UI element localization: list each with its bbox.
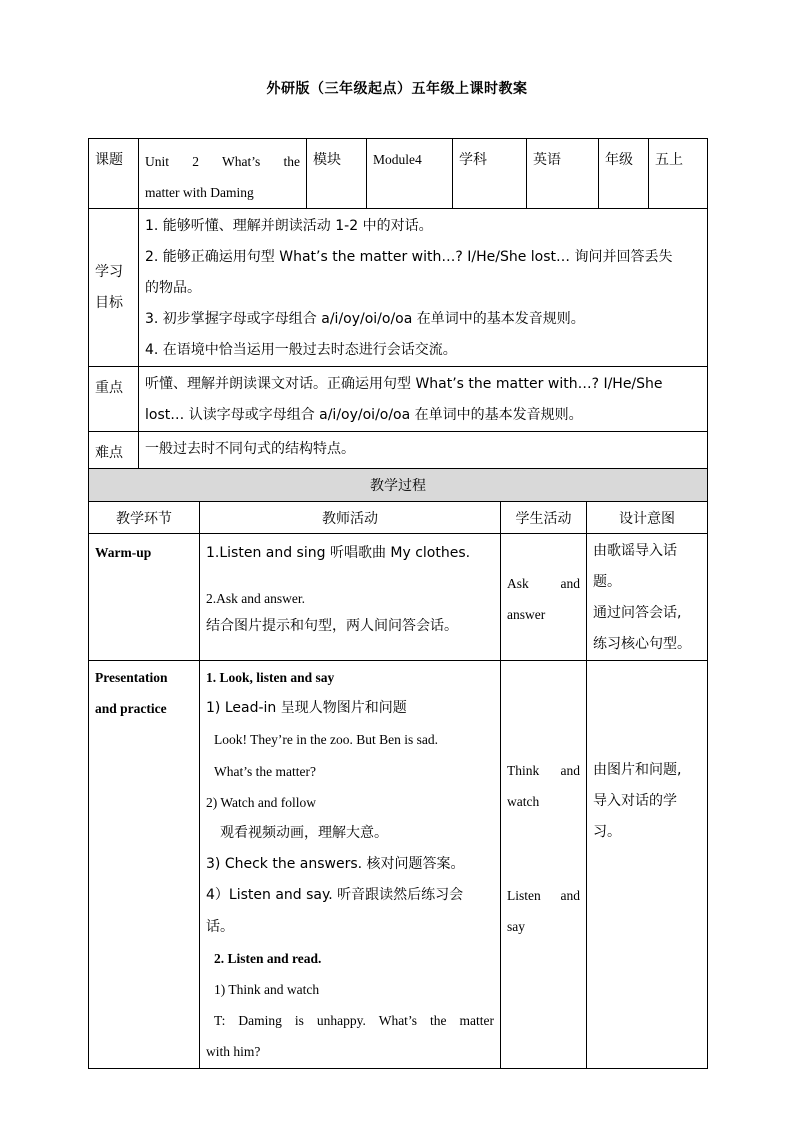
warmup-purpose-line: 题。 <box>593 574 621 590</box>
objectives-content <box>139 209 708 367</box>
key-points-label: 重点 <box>89 367 139 432</box>
teacher-step: 1. Look, listen and say <box>206 670 335 685</box>
purpose-line: 由图片和问题, <box>593 762 682 778</box>
warmup-purpose-line: 由歌谣导入话 <box>593 543 677 559</box>
key-points-line1: 听懂、理解并朗读课文对话。正确运用句型 What’s the matter with…? I/He/She <box>145 376 663 392</box>
topic-label: 课题 <box>89 139 139 209</box>
presentation-student <box>501 661 587 1069</box>
presentation-teacher <box>200 661 501 1069</box>
teacher-step: 2. Listen and read. <box>214 950 322 966</box>
presentation-stage <box>89 661 200 1069</box>
teacher-step: 1) Lead-in 呈现人物图片和问题 <box>206 700 407 717</box>
teacher-step: with him? <box>206 1044 261 1060</box>
warmup-teacher-line: 2.Ask and answer. <box>206 591 305 606</box>
key-points-line2: lost… 认读字母或字母组合 a/i/oy/oi/o/oa 在单词中的基本发音规则。 <box>145 407 583 423</box>
teacher-step: 2) Watch and follow <box>206 794 317 810</box>
key-points-content <box>139 367 708 432</box>
teacher-step: 话。 <box>206 918 234 935</box>
objectives-label-l1: 学习 <box>95 263 123 280</box>
col-header-purpose: 设计意图 <box>587 502 708 534</box>
warmup-student-line: answer <box>507 607 546 622</box>
grade-value: 五上 <box>649 139 708 209</box>
presentation-row <box>89 661 708 1069</box>
purpose-line: 习。 <box>593 824 621 840</box>
teacher-step: 观看视频动画，理解大意。 <box>220 825 388 842</box>
warmup-teacher-line: 结合图片提示和句型，两人间问答会话。 <box>206 618 458 634</box>
student-activity-line: Think and <box>507 763 580 778</box>
warmup-purpose <box>587 534 708 661</box>
objective-item: 2. 能够正确运用句型 What’s the matter with…? I/He/She lost… 询问并回答丢失 <box>145 249 673 265</box>
teacher-step: 3) Check the answers. 核对问题答案。 <box>206 856 465 873</box>
student-activity-line: Listen and <box>507 888 580 903</box>
col-header-stage: 教学环节 <box>89 502 200 534</box>
purpose-line: 导入对话的学 <box>593 793 677 809</box>
warmup-student-line: Ask and <box>507 576 580 591</box>
student-activity-line: watch <box>507 794 540 809</box>
topic-value <box>139 139 307 209</box>
warmup-teacher <box>200 534 501 661</box>
topic-value-line2: matter with Daming <box>145 185 254 200</box>
document-title: 外研版（三年级起点）五年级上课时教案 <box>266 81 528 97</box>
teaching-process-table <box>88 468 708 1069</box>
teacher-step: 1) Think and watch <box>214 982 320 998</box>
presentation-purpose <box>587 661 708 1069</box>
objective-item: 1. 能够听懂、理解并朗读活动 1-2 中的对话。 <box>145 218 433 234</box>
objective-item: 3. 初步掌握字母或字母组合 a/i/oy/oi/o/oa 在单词中的基本发音规则。 <box>145 311 585 327</box>
presentation-stage-l1: Presentation <box>95 670 168 685</box>
lesson-info-table <box>88 138 708 479</box>
process-columns-row <box>89 502 708 534</box>
teacher-step: Look! They’re in the zoo. But Ben is sad. <box>214 732 438 748</box>
presentation-stage-l2: and practice <box>95 701 167 716</box>
process-header: 教学过程 <box>89 469 708 502</box>
student-activity-line: say <box>507 919 525 934</box>
grade-label: 年级 <box>599 139 649 209</box>
warmup-purpose-line: 练习核心句型。 <box>593 636 691 652</box>
teacher-step: T: Daming is unhappy. What’s the matter <box>214 1013 494 1029</box>
subject-value: 英语 <box>527 139 599 209</box>
warmup-teacher-line: 1.Listen and sing 听唱歌曲 My clothes. <box>206 545 471 561</box>
objectives-label <box>89 209 139 367</box>
teacher-step: 4）Listen and say. 听音跟读然后练习会 <box>206 887 464 904</box>
module-value: Module4 <box>367 139 453 209</box>
warmup-student <box>501 534 587 661</box>
process-header-row <box>89 469 708 502</box>
module-label: 模块 <box>307 139 367 209</box>
teacher-step: What’s the matter? <box>214 763 316 779</box>
topic-value-line1: Unit 2 What’s the <box>145 154 300 169</box>
warmup-stage: Warm-up <box>89 534 200 661</box>
objectives-row <box>89 209 708 367</box>
subject-label: 学科 <box>453 139 527 209</box>
col-header-student: 学生活动 <box>501 502 587 534</box>
warmup-row <box>89 534 708 661</box>
objective-item: 4. 在语境中恰当运用一般过去时态进行会话交流。 <box>145 342 457 358</box>
warmup-purpose-line: 通过问答会话, <box>593 605 682 621</box>
objectives-label-l2: 目标 <box>95 294 123 311</box>
difficulty-label: 难点 <box>89 432 139 479</box>
objective-item: 的物品。 <box>145 280 201 296</box>
key-points-row <box>89 367 708 432</box>
difficulty-content: 一般过去时不同句式的结构特点。 <box>139 432 708 479</box>
info-row <box>89 139 708 209</box>
col-header-teacher: 教师活动 <box>200 502 501 534</box>
